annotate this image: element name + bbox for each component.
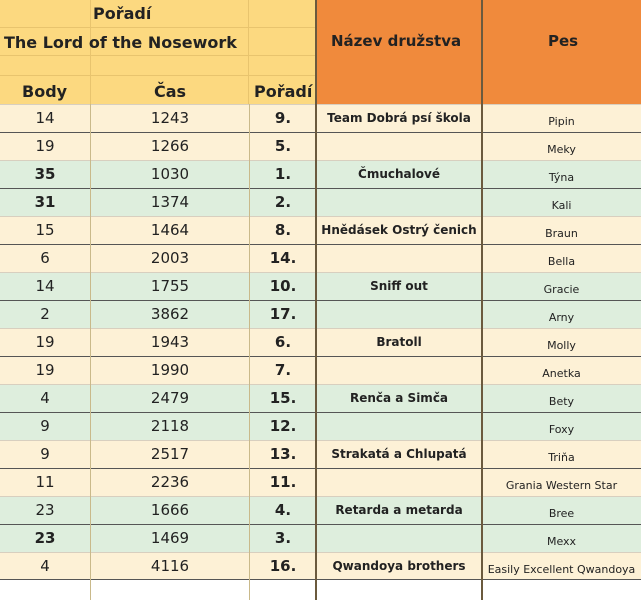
cell-cas: 1943 xyxy=(150,333,190,351)
header-right-block xyxy=(316,0,641,104)
cell-dog: Triňa xyxy=(548,451,575,464)
cell-poradi: 3. xyxy=(274,529,292,547)
cell-poradi: 9. xyxy=(274,109,292,127)
cell-body: 9 xyxy=(40,445,50,463)
cell-body: 23 xyxy=(35,501,55,519)
row-separator xyxy=(0,468,641,469)
cell-cas: 2003 xyxy=(150,249,190,267)
col-divider xyxy=(249,104,250,600)
cell-cas: 2118 xyxy=(150,417,190,435)
cell-team xyxy=(316,356,482,384)
row-separator xyxy=(0,524,641,525)
table-row xyxy=(0,468,641,496)
col-header-cas: Čas xyxy=(154,82,187,101)
row-separator xyxy=(0,300,641,301)
table-row xyxy=(0,328,641,356)
row-separator xyxy=(0,216,641,217)
cell-poradi: 11. xyxy=(269,473,297,491)
cell-dog: Bety xyxy=(548,395,575,408)
cell-poradi: 1. xyxy=(274,165,292,183)
cell-team xyxy=(316,132,482,160)
cell-poradi: 2. xyxy=(274,193,292,211)
table-row xyxy=(0,132,641,160)
cell-body: 19 xyxy=(35,137,55,155)
cell-cas: 1469 xyxy=(150,529,190,547)
cell-cas: 1990 xyxy=(150,361,190,379)
gridline xyxy=(0,75,316,76)
cell-dog: Foxy xyxy=(548,423,575,436)
row-separator xyxy=(0,244,641,245)
cell-dog: Braun xyxy=(545,227,578,240)
cell-body: 14 xyxy=(35,277,55,295)
cell-dog: Arny xyxy=(548,311,575,324)
cell-dog: Týna xyxy=(548,171,575,184)
cell-body: 11 xyxy=(35,473,55,491)
title-line-1: Pořadí xyxy=(93,4,152,23)
cell-dog: Molly xyxy=(547,339,576,352)
cell-dog: Grania Western Star xyxy=(505,479,618,492)
cell-team: Retarda a metarda xyxy=(335,503,463,517)
cell-poradi: 15. xyxy=(269,389,297,407)
cell-team: Team Dobrá psí škola xyxy=(327,111,471,125)
table-row xyxy=(0,496,641,524)
row-separator xyxy=(0,160,641,161)
cell-team: Bratoll xyxy=(376,335,422,349)
cell-team xyxy=(316,188,482,216)
cell-body: 4 xyxy=(40,389,50,407)
table-row xyxy=(0,188,641,216)
cell-body: 23 xyxy=(34,529,56,547)
table-row xyxy=(0,440,641,468)
title-line-2: The Lord of the Nosework xyxy=(4,33,237,52)
cell-body: 4 xyxy=(40,557,50,575)
cell-team xyxy=(316,468,482,496)
cell-poradi: 14. xyxy=(269,249,297,267)
row-separator xyxy=(0,188,641,189)
row-separator xyxy=(0,552,641,553)
table-row xyxy=(0,160,641,188)
row-separator xyxy=(0,579,641,580)
cell-cas: 4116 xyxy=(150,557,190,575)
col-divider xyxy=(90,104,91,600)
cell-cas: 3862 xyxy=(150,305,190,323)
table-row xyxy=(0,244,641,272)
cell-team: Čmuchalové xyxy=(358,167,440,181)
cell-dog: Bree xyxy=(548,507,575,520)
col-divider xyxy=(481,0,483,600)
cell-body: 9 xyxy=(40,417,50,435)
gridline xyxy=(0,55,316,56)
row-separator xyxy=(0,384,641,385)
cell-team: Hnědásek Ostrý čenich xyxy=(321,223,477,237)
cell-poradi: 16. xyxy=(269,557,297,575)
cell-dog: Easily Excellent Qwandoya xyxy=(487,563,636,576)
cell-body: 19 xyxy=(35,333,55,351)
row-separator xyxy=(0,496,641,497)
cell-dog: Bella xyxy=(547,255,576,268)
table-row xyxy=(0,216,641,244)
cell-cas: 1266 xyxy=(150,137,190,155)
table-row xyxy=(0,384,641,412)
col-header-team: Název družstva xyxy=(331,32,462,50)
row-separator xyxy=(0,412,641,413)
row-separator xyxy=(0,272,641,273)
cell-dog: Anetka xyxy=(542,367,581,380)
cell-team: Sniff out xyxy=(370,279,428,293)
cell-body: 2 xyxy=(40,305,50,323)
cell-cas: 1755 xyxy=(150,277,190,295)
cell-poradi: 8. xyxy=(274,221,292,239)
cell-body: 19 xyxy=(35,361,55,379)
cell-body: 31 xyxy=(34,193,56,211)
cell-cas: 2479 xyxy=(150,389,190,407)
cell-cas: 1464 xyxy=(150,221,190,239)
cell-dog: Meky xyxy=(547,143,576,156)
cell-body: 14 xyxy=(35,109,55,127)
table-row xyxy=(0,300,641,328)
cell-poradi: 7. xyxy=(274,361,292,379)
gridline xyxy=(248,0,249,104)
table-row xyxy=(0,524,641,552)
table-row xyxy=(0,552,641,580)
cell-body: 35 xyxy=(34,165,56,183)
cell-cas: 1243 xyxy=(150,109,190,127)
cell-poradi: 6. xyxy=(274,333,292,351)
row-separator xyxy=(0,328,641,329)
gridline xyxy=(90,0,91,104)
row-separator xyxy=(0,440,641,441)
cell-team: Qwandoya brothers xyxy=(332,559,466,573)
cell-dog: Pipin xyxy=(548,115,575,128)
table-row xyxy=(0,356,641,384)
cell-poradi: 12. xyxy=(269,417,297,435)
cell-cas: 1030 xyxy=(150,165,190,183)
table-row xyxy=(0,272,641,300)
row-separator xyxy=(0,356,641,357)
cell-poradi: 10. xyxy=(269,277,297,295)
col-divider xyxy=(315,0,317,600)
cell-team xyxy=(316,412,482,440)
cell-team xyxy=(316,300,482,328)
row-separator xyxy=(0,132,641,133)
cell-body: 6 xyxy=(40,249,50,267)
table-row xyxy=(0,104,641,132)
cell-team: Renča a Simča xyxy=(349,391,449,405)
cell-poradi: 5. xyxy=(274,137,292,155)
cell-poradi: 13. xyxy=(269,445,297,463)
cell-dog: Gracie xyxy=(543,283,580,296)
cell-cas: 1374 xyxy=(150,193,190,211)
cell-cas: 2236 xyxy=(150,473,190,491)
cell-team xyxy=(316,524,482,552)
cell-team: Strakatá a Chlupatá xyxy=(331,447,467,461)
table-row xyxy=(0,412,641,440)
cell-poradi: 17. xyxy=(269,305,297,323)
cell-cas: 1666 xyxy=(150,501,190,519)
cell-body: 15 xyxy=(35,221,55,239)
cell-dog: Kali xyxy=(551,199,572,212)
gridline xyxy=(0,27,316,28)
row-separator xyxy=(0,104,641,105)
cell-cas: 2517 xyxy=(150,445,190,463)
col-header-poradi: Pořadí xyxy=(254,82,313,101)
cell-team xyxy=(316,244,482,272)
cell-poradi: 4. xyxy=(274,501,292,519)
col-header-dog: Pes xyxy=(548,32,579,50)
col-header-body: Body xyxy=(22,82,68,101)
cell-dog: Mexx xyxy=(546,535,577,548)
